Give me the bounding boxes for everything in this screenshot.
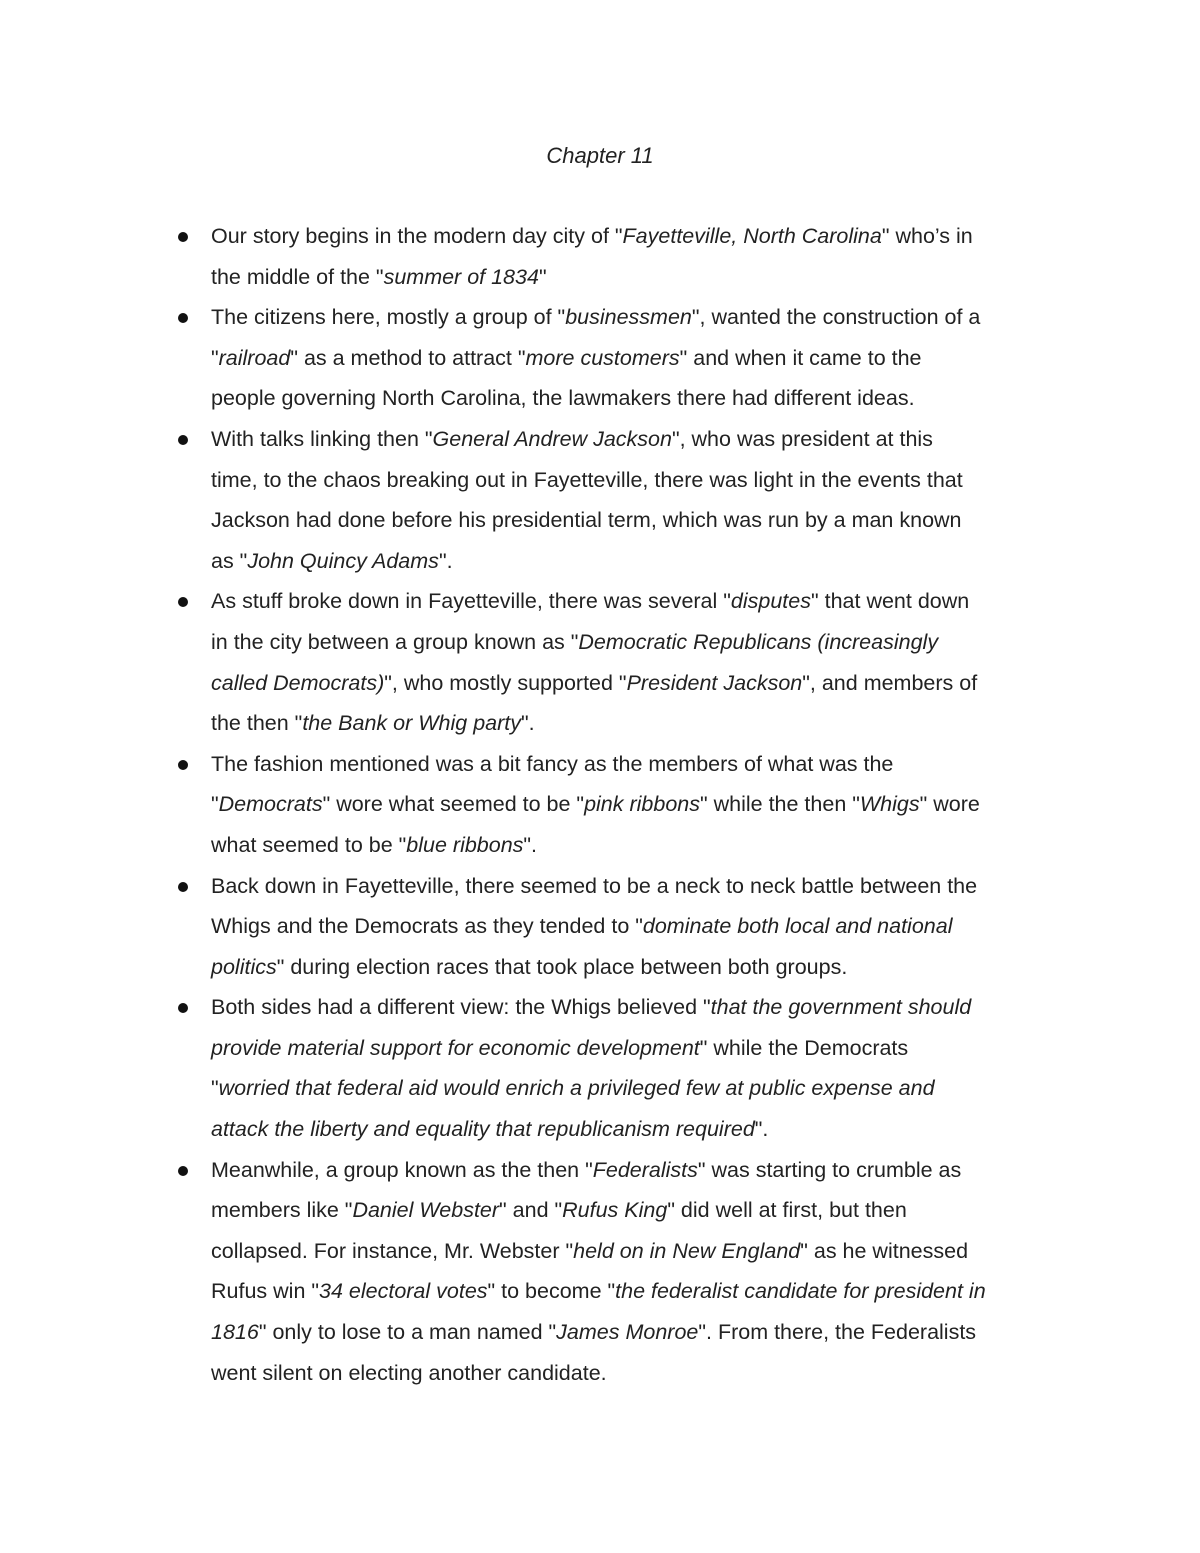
text-run: ". bbox=[523, 832, 538, 857]
quoted-phrase: businessmen bbox=[565, 305, 692, 330]
text-line bbox=[211, 866, 1073, 907]
text-line bbox=[211, 947, 1073, 988]
text-line bbox=[211, 297, 1073, 338]
quoted-phrase: politics bbox=[211, 954, 277, 979]
text-run: " bbox=[211, 345, 219, 370]
text-line bbox=[211, 1028, 1073, 1069]
text-run: " who’s in bbox=[881, 224, 973, 248]
text-run: As stuff broke down in Fayetteville, there was several " bbox=[211, 589, 731, 614]
quoted-phrase: summer of 1834 bbox=[383, 264, 539, 289]
text-run: " to become " bbox=[487, 1279, 616, 1304]
text-run: ". From there, the Federalists bbox=[698, 1320, 977, 1345]
text-line bbox=[211, 541, 1073, 582]
list-item bbox=[211, 216, 1073, 297]
text-line bbox=[211, 622, 1073, 663]
quoted-phrase: Democrats bbox=[218, 792, 323, 817]
list-item bbox=[211, 744, 1073, 866]
text-run: " did well at first, but then bbox=[667, 1198, 907, 1223]
text-run: collapsed. For instance, Mr. Webster " bbox=[211, 1238, 574, 1263]
bullet-list bbox=[211, 216, 1073, 1393]
quoted-phrase: more customers bbox=[525, 345, 680, 370]
quoted-phrase: railroad bbox=[218, 345, 291, 370]
quoted-phrase: held on in New England bbox=[573, 1238, 801, 1263]
text-run: " wore bbox=[919, 792, 980, 817]
quoted-phrase: called Democrats) bbox=[211, 670, 385, 695]
text-line bbox=[211, 1312, 1073, 1353]
text-run: " bbox=[211, 792, 219, 817]
quoted-phrase: the Bank or Whig party bbox=[302, 711, 521, 736]
text-run: ", who was president at this bbox=[671, 426, 933, 451]
text-run: the then " bbox=[211, 711, 303, 736]
text-run: " was starting to crumble as bbox=[697, 1157, 962, 1182]
text-run: Both sides had a different view: the Whigs believed " bbox=[211, 995, 711, 1020]
text-run: " only to lose to a man named " bbox=[258, 1320, 557, 1345]
text-line bbox=[211, 378, 1073, 419]
text-line bbox=[211, 784, 1073, 825]
text-run: " during election races that took place between both groups. bbox=[276, 954, 848, 979]
quoted-phrase: 34 electoral votes bbox=[319, 1279, 488, 1304]
text-run: Meanwhile, a group known as the then " bbox=[211, 1157, 593, 1182]
text-line bbox=[211, 1353, 1073, 1394]
text-run: Rufus win " bbox=[211, 1279, 320, 1304]
bullet-icon bbox=[178, 313, 188, 323]
text-run: " bbox=[538, 264, 547, 289]
text-run: " as a method to attract " bbox=[290, 345, 526, 370]
text-run: " as he witnessed bbox=[800, 1238, 969, 1263]
quoted-phrase: Federalists bbox=[592, 1157, 698, 1182]
quoted-phrase: worried that federal aid would enrich a privileged few at public expense and bbox=[218, 1076, 935, 1101]
text-line bbox=[211, 906, 1073, 947]
text-run: Whigs and the Democrats as they tended to " bbox=[211, 914, 643, 939]
text-run: Our story begins in the modern day city of " bbox=[211, 224, 623, 248]
text-run: The citizens here, mostly a group of " bbox=[211, 305, 566, 330]
list-item bbox=[211, 1150, 1073, 1394]
text-run: what seemed to be " bbox=[211, 832, 407, 857]
bullet-icon bbox=[178, 1166, 188, 1176]
quoted-phrase: Democratic Republicans (increasingly bbox=[578, 629, 939, 654]
text-line bbox=[211, 1150, 1073, 1191]
list-item bbox=[211, 419, 1073, 581]
quoted-phrase: James Monroe bbox=[556, 1320, 699, 1345]
bullet-icon bbox=[178, 435, 188, 445]
text-line bbox=[211, 419, 1073, 460]
text-run: " that went down bbox=[811, 589, 970, 614]
quoted-phrase: 1816 bbox=[211, 1320, 259, 1345]
quoted-phrase: dominate both local and national bbox=[642, 914, 953, 939]
text-line bbox=[211, 216, 1073, 257]
text-run: " bbox=[211, 1076, 219, 1101]
list-item bbox=[211, 297, 1073, 419]
text-line bbox=[211, 500, 1073, 541]
text-run: The fashion mentioned was a bit fancy as the members of what was the bbox=[211, 751, 894, 776]
bullet-icon bbox=[178, 882, 188, 892]
quoted-phrase: Whigs bbox=[859, 792, 920, 817]
bullet-icon bbox=[178, 232, 188, 242]
text-run: ". bbox=[521, 711, 535, 736]
text-run: people governing North Carolina, the lawmakers there had different ideas. bbox=[211, 386, 915, 411]
text-line bbox=[211, 987, 1073, 1028]
text-run: " and when it came to the bbox=[679, 345, 922, 370]
quoted-phrase: Fayetteville, North Carolina bbox=[622, 224, 882, 248]
bullet-icon bbox=[178, 760, 188, 770]
text-run: " wore what seemed to be " bbox=[322, 792, 585, 817]
list-item bbox=[211, 581, 1073, 743]
text-run: went silent on electing another candidate. bbox=[211, 1360, 607, 1385]
quoted-phrase: attack the liberty and equality that republicanism required bbox=[211, 1117, 755, 1142]
bullet-icon bbox=[178, 597, 188, 607]
text-run: ", who mostly supported " bbox=[384, 670, 627, 695]
text-line bbox=[211, 744, 1073, 785]
quoted-phrase: disputes bbox=[730, 589, 811, 614]
quoted-phrase: pink ribbons bbox=[584, 792, 700, 817]
text-line bbox=[211, 460, 1073, 501]
list-item bbox=[211, 866, 1073, 988]
text-run: " while the then " bbox=[700, 792, 860, 817]
quoted-phrase: General Andrew Jackson bbox=[432, 426, 672, 451]
text-run: ". bbox=[754, 1117, 769, 1142]
text-run: " while the Democrats bbox=[699, 1035, 909, 1060]
text-run: the middle of the " bbox=[211, 264, 384, 289]
text-run: members like " bbox=[211, 1198, 353, 1223]
text-run: ". bbox=[438, 548, 453, 573]
quoted-phrase: President Jackson bbox=[626, 670, 803, 695]
text-run: ", and members of bbox=[802, 670, 978, 695]
text-run: ", wanted the construction of a bbox=[691, 305, 981, 330]
text-line bbox=[211, 581, 1073, 622]
text-run: Jackson had done before his presidential term, which was run by a man known bbox=[211, 508, 962, 533]
page-title: Chapter 11 bbox=[546, 143, 654, 168]
quoted-phrase: that the government should bbox=[710, 995, 972, 1020]
text-run: time, to the chaos breaking out in Fayetteville, there was light in the events that bbox=[211, 467, 963, 492]
quoted-phrase: Daniel Webster bbox=[352, 1198, 500, 1223]
bullet-icon bbox=[178, 1003, 188, 1013]
text-line bbox=[211, 338, 1073, 379]
text-run: With talks linking then " bbox=[211, 426, 433, 451]
quoted-phrase: John Quincy Adams bbox=[247, 548, 439, 573]
quoted-phrase: the federalist candidate for president in bbox=[615, 1279, 986, 1304]
text-run: as " bbox=[211, 548, 248, 573]
text-line bbox=[211, 1068, 1073, 1109]
text-line bbox=[211, 1271, 1073, 1312]
text-line bbox=[211, 1109, 1073, 1150]
list-item bbox=[211, 987, 1073, 1149]
text-line bbox=[211, 1231, 1073, 1272]
quoted-phrase: provide material support for economic development bbox=[211, 1035, 700, 1060]
quoted-phrase: Rufus King bbox=[562, 1198, 668, 1223]
text-line bbox=[211, 703, 1073, 744]
text-line bbox=[211, 257, 1073, 298]
text-run: " and " bbox=[499, 1198, 563, 1223]
text-line bbox=[211, 1190, 1073, 1231]
text-line bbox=[211, 663, 1073, 704]
text-run: in the city between a group known as " bbox=[211, 629, 579, 654]
text-run: Back down in Fayetteville, there seemed to be a neck to neck battle between the bbox=[211, 873, 978, 898]
text-line bbox=[211, 825, 1073, 866]
quoted-phrase: blue ribbons bbox=[406, 832, 524, 857]
